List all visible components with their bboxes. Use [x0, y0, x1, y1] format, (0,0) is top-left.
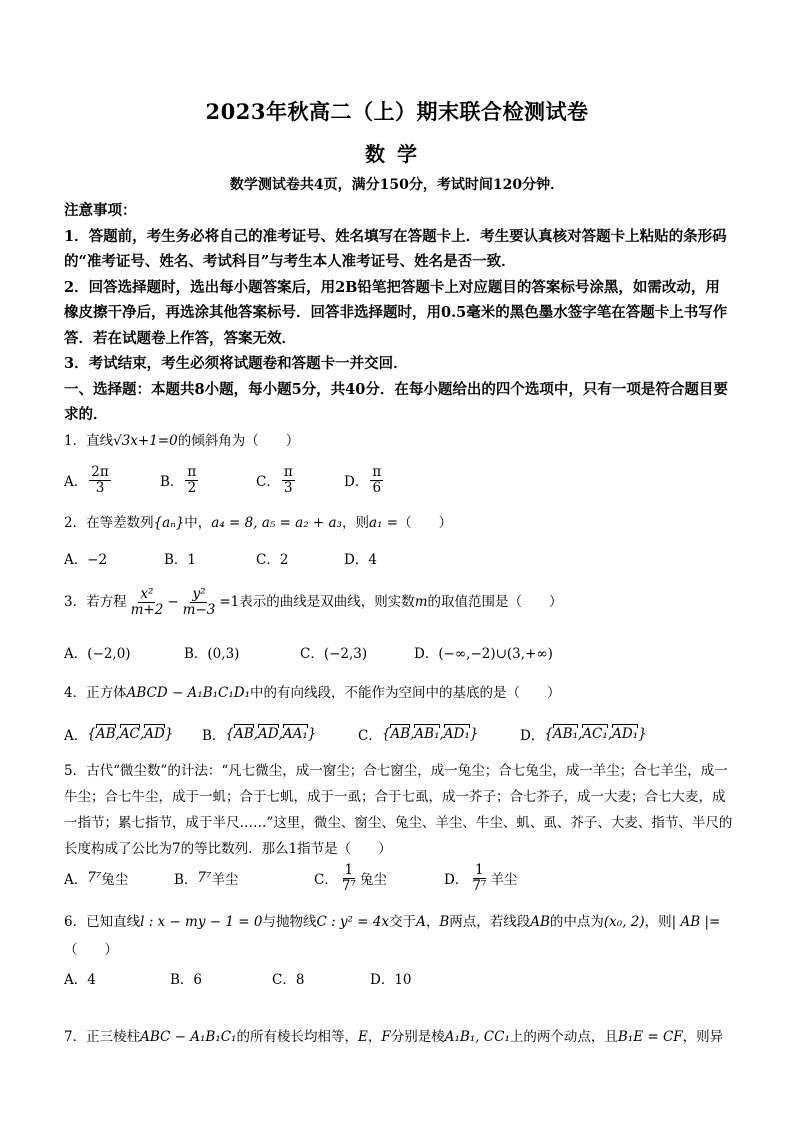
note-item: 1．答题前，考生务必将自己的准考证号、姓名填写在答题卡上．考生要认真核对答题卡上粘贴的条形码的“准考证号、姓名、考试科目”与考生本人准考证号、姓名是否一致．	[64, 227, 727, 270]
option-d: D． $\frac{\pi}{6}$	[344, 463, 382, 496]
fraction: $\frac{1}{\text{7⁷}}$	[472, 861, 487, 894]
question-4-options	[64, 716, 734, 752]
option-a: A． $\frac{2\pi}{3}$	[64, 463, 109, 496]
option-d: D． $\frac{1}{\text{7⁷}}$ 羊尘	[444, 861, 518, 894]
option-c: C． $\frac{1}{\text{7⁷}}$ 兔尘	[314, 861, 387, 894]
option-c: C． { AB , AB₁ , AD₁ }	[358, 726, 479, 744]
option-a: A． { AB , AC , AD }	[64, 726, 174, 744]
option-b: B． { AB , AD , AA₁ }	[202, 726, 317, 744]
option-d: D． { AB₁ , AC₁ , AD₁ }	[520, 726, 647, 744]
option-c: C．8	[272, 972, 305, 988]
question-7: 7．正三棱柱ABC − A₁B₁C₁的所有棱长均相等，E，F分别是棱A₁B₁, CC₁上的两个动点，且B₁E = CF，则异	[64, 1029, 724, 1045]
question-1-options	[64, 462, 734, 498]
question-3-options	[64, 634, 734, 670]
option-a: A．−2	[64, 552, 108, 568]
fraction: $\frac{\pi}{2}$	[187, 463, 197, 496]
exam-title: 2023年秋高二（上）期末联合检测试卷	[205, 99, 589, 124]
question-6-options	[64, 960, 734, 996]
option-b: B． $\frac{\pi}{2}$	[160, 463, 197, 496]
option-a: A．4	[64, 972, 96, 988]
section-heading: 一、选择题：本题共8小题，每小题5分，共40分．在每小题给出的四个选项中，只有一项是符合题目要求的．	[64, 380, 728, 423]
option-d: D．10	[370, 972, 412, 988]
option-a: A．(−2,0)	[64, 646, 131, 662]
question-5-options	[64, 860, 734, 896]
note-item: 2．回答选择题时，选出每小题答案后，用2B铅笔把答题卡上对应题目的答案标号涂黑，如需改动，用橡皮擦干净后，再选涂其他答案标号．回答非选择题时，用0.5毫米的黑色墨水签字笔在答题卡上书写作答．若在试题卷上作答，答案无效．	[64, 278, 728, 347]
option-a: A． 7⁷ 兔尘	[64, 870, 129, 888]
question-2: 2．在等差数列{aₙ}中，a₄ = 8, a₅ = a₂ + a₃，则a₁ =（ ）	[64, 515, 453, 531]
option-c: C． $\frac{\pi}{3}$	[256, 463, 293, 496]
question-5: 5．古代“微尘数”的计法：“凡七微尘，成一窗尘；合七窗尘，成一兔尘；合七兔尘，成一羊尘；合七羊尘，成一牛尘；合七牛尘，成于一虮；合于七虮，成于一虱；合于七虱，成一芥子；合七芥子，成一大麦；合七大麦，成一指节；累七指节，成于半尺……”这里，微尘、窗尘、兔尘、羊尘、牛尘、虮、虱、芥子、大麦、指节、半尺的长度构成了公比为7的等比数列．那么1指节是（ ）	[64, 763, 733, 857]
subject-heading: 数学	[365, 142, 429, 166]
fraction: $\frac{\pi}{3}$	[283, 463, 293, 496]
option-d: D．(−∞,−2)∪(3,+∞)	[414, 646, 553, 662]
q1-math: √3x+1=0	[113, 433, 178, 449]
fraction: $\frac{\text{y²}}{m-3}$	[182, 585, 216, 618]
exam-info: 数学测试卷共4页，满分150分，考试时间120分钟．	[229, 177, 565, 193]
fraction: $\frac{1}{\text{7⁷}}$	[341, 861, 356, 894]
fraction: $\frac{2\pi}{3}$	[91, 463, 109, 496]
option-b: B． 7⁷ 羊尘	[174, 870, 239, 888]
fraction: $\frac{\pi}{6}$	[372, 463, 382, 496]
option-c: C．(−2,3)	[300, 646, 368, 662]
notes-heading: 注意事项：	[64, 202, 137, 219]
option-b: B．1	[164, 552, 197, 568]
option-b: B．6	[170, 972, 203, 988]
question-2-options	[64, 540, 734, 576]
question-1: 1．直线√3x+1=0的倾斜角为（ ）	[64, 433, 300, 449]
option-b: B．(0,3)	[184, 646, 240, 662]
question-6: 6．已知直线l : x − my − 1 = 0与抛物线C : y² = 4x交于A，B两点，若线段AB的中点为(x₀, 2)，则| AB |= （ ）	[64, 914, 721, 958]
fraction: $\frac{\text{x²}}{m+2}$	[130, 585, 164, 618]
question-4: 4．正方体ABCD − A₁B₁C₁D₁中的有向线段，不能作为空间中的基底的是（ ）	[64, 685, 561, 701]
option-c: C．2	[256, 552, 289, 568]
option-d: D．4	[344, 552, 377, 568]
question-3: 3．若方程 $\frac{\text{x²}}{m+2}$ − $\frac{\text{y²}}{m-3}$ =1 表示的曲线是双曲线，则实数 m 的取值范围是（ ）	[64, 585, 563, 618]
note-item: 3．考试结束，考生必须将试题卷和答题卡一并交回．	[64, 355, 408, 372]
notes-block	[64, 198, 732, 428]
